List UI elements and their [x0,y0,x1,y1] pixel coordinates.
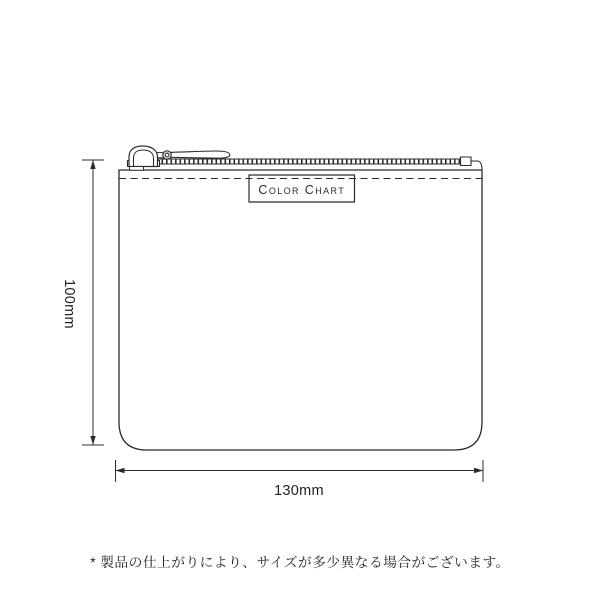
dimension-height [61,160,104,445]
zipper-slider [128,146,230,170]
width-value: 130mm [274,483,324,499]
pull-ring-hole [165,153,169,157]
arrowhead-down-icon [90,436,95,445]
brand-label-text: Color Chart [258,183,346,197]
dimension-width [116,460,484,499]
arrowhead-right-icon [474,468,483,473]
arrowhead-left-icon [116,468,125,473]
arrowhead-up-icon [90,160,95,169]
height-value: 100mm [61,279,77,329]
zipper-end-stop [461,157,472,166]
pouch [119,146,482,450]
footnote: * 製品の仕上がりにより、サイズが多少異なる場合がございます。 [90,555,510,570]
zipper [128,146,483,170]
pull-tab [171,151,230,158]
pouch-body [119,170,482,450]
zipper-tape-end [471,161,483,170]
slider-flange [130,167,144,171]
